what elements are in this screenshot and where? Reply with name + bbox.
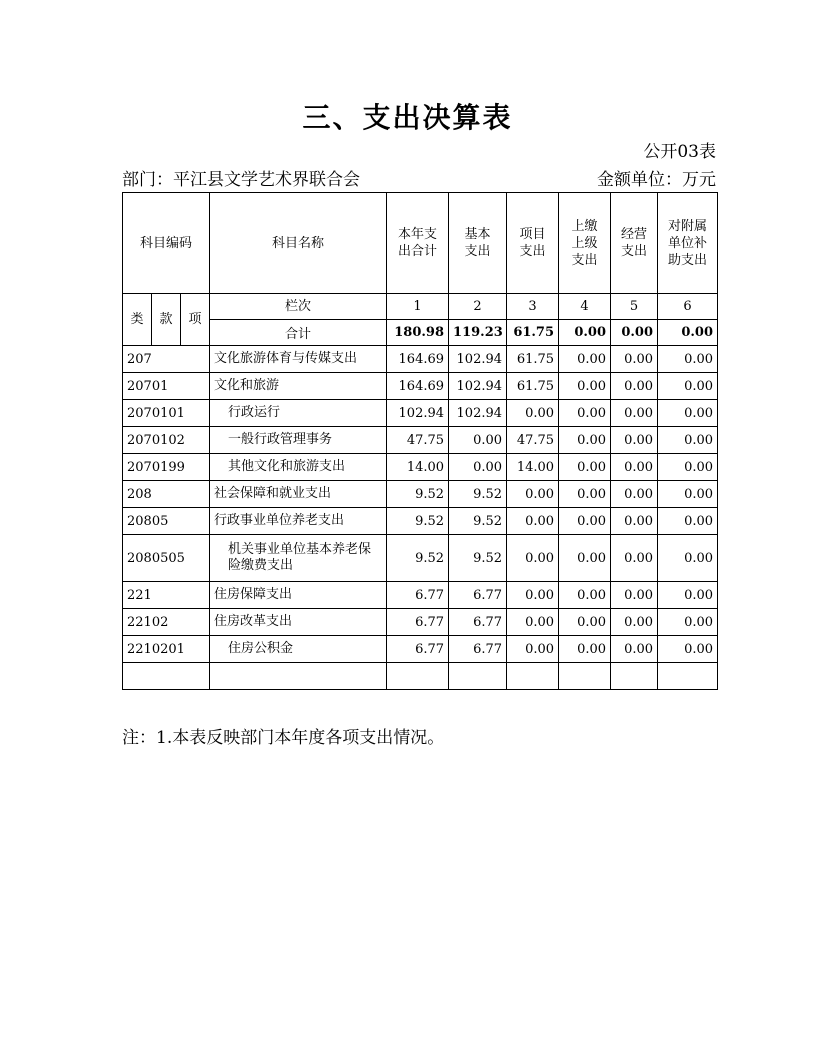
footnote: 注：1.本表反映部门本年度各项支出情况。 [122, 728, 445, 748]
row-col6: 0.00 [658, 481, 718, 508]
table-row [123, 346, 718, 373]
row-col1: 47.75 [387, 427, 449, 454]
table-row [123, 481, 718, 508]
row-col2: 102.94 [449, 400, 507, 427]
header-col5: 经营支出 [611, 193, 658, 294]
table-row [123, 427, 718, 454]
row-code: 2210201 [123, 636, 210, 663]
empty-cell [658, 663, 718, 690]
row-code: 208 [123, 481, 210, 508]
header-col3: 项目支出 [507, 193, 559, 294]
table-body [123, 346, 718, 690]
row-name: 行政事业单位养老支出 [210, 508, 387, 535]
row-col3: 0.00 [507, 609, 559, 636]
table-row [123, 508, 718, 535]
row-col6: 0.00 [658, 427, 718, 454]
row-col4: 0.00 [559, 609, 611, 636]
row-col5: 0.00 [611, 582, 658, 609]
row-col4: 0.00 [559, 582, 611, 609]
row-col3: 47.75 [507, 427, 559, 454]
row-name: 一般行政管理事务 [210, 427, 387, 454]
header-name: 科目名称 [210, 193, 387, 294]
empty-cell [559, 663, 611, 690]
total-col4: 0.00 [559, 320, 611, 346]
empty-cell [210, 663, 387, 690]
row-col3: 0.00 [507, 535, 559, 582]
row-name: 文化旅游体育与传媒支出 [210, 346, 387, 373]
total-col5: 0.00 [611, 320, 658, 346]
row-col5: 0.00 [611, 346, 658, 373]
row-col4: 0.00 [559, 535, 611, 582]
row-col6: 0.00 [658, 454, 718, 481]
row-col2: 6.77 [449, 582, 507, 609]
row-col2: 9.52 [449, 535, 507, 582]
total-col6: 0.00 [658, 320, 718, 346]
row-code: 2080505 [123, 535, 210, 582]
row-col1: 6.77 [387, 609, 449, 636]
row-col4: 0.00 [559, 508, 611, 535]
empty-cell [123, 663, 210, 690]
row-col4: 0.00 [559, 636, 611, 663]
row-col1: 9.52 [387, 481, 449, 508]
row-code: 2070101 [123, 400, 210, 427]
empty-row [123, 663, 718, 690]
row-col6: 0.00 [658, 373, 718, 400]
row-col6: 0.00 [658, 609, 718, 636]
row-col3: 14.00 [507, 454, 559, 481]
row-col3: 61.75 [507, 373, 559, 400]
row-col1: 164.69 [387, 346, 449, 373]
row-name: 住房改革支出 [210, 609, 387, 636]
row-code: 2070102 [123, 427, 210, 454]
row-col2: 9.52 [449, 508, 507, 535]
row-col3: 0.00 [507, 636, 559, 663]
row-code: 207 [123, 346, 210, 373]
row-col3: 0.00 [507, 582, 559, 609]
col-index-3: 3 [507, 294, 559, 320]
total-label: 合计 [210, 320, 387, 346]
row-col6: 0.00 [658, 636, 718, 663]
table-row [123, 636, 718, 663]
row-col4: 0.00 [559, 427, 611, 454]
table-row [123, 454, 718, 481]
row-col2: 0.00 [449, 454, 507, 481]
row-code: 221 [123, 582, 210, 609]
row-col4: 0.00 [559, 373, 611, 400]
row-col5: 0.00 [611, 427, 658, 454]
col-index-5: 5 [611, 294, 658, 320]
row-col2: 102.94 [449, 373, 507, 400]
table-row [123, 582, 718, 609]
row-col4: 0.00 [559, 346, 611, 373]
row-name: 其他文化和旅游支出 [210, 454, 387, 481]
header-col6: 对附属单位补助支出 [658, 193, 718, 294]
row-col5: 0.00 [611, 481, 658, 508]
header-lei: 类 [123, 294, 152, 346]
empty-cell [449, 663, 507, 690]
form-number: 公开03表 [643, 142, 716, 162]
unit-label: 金额单位：万元 [597, 170, 716, 190]
row-col1: 6.77 [387, 582, 449, 609]
row-name: 行政运行 [210, 400, 387, 427]
row-col1: 102.94 [387, 400, 449, 427]
header-lanci: 栏次 [210, 294, 387, 320]
total-col1: 180.98 [387, 320, 449, 346]
row-col6: 0.00 [658, 582, 718, 609]
total-row [123, 320, 718, 346]
row-col4: 0.00 [559, 481, 611, 508]
total-col3: 61.75 [507, 320, 559, 346]
col-index-4: 4 [559, 294, 611, 320]
table-row [123, 535, 718, 582]
header-col2: 基本支出 [449, 193, 507, 294]
header-col4: 上缴上级支出 [559, 193, 611, 294]
header-col1: 本年支出合计 [387, 193, 449, 294]
row-col2: 6.77 [449, 636, 507, 663]
row-col4: 0.00 [559, 454, 611, 481]
empty-cell [387, 663, 449, 690]
row-name: 住房公积金 [210, 636, 387, 663]
row-col5: 0.00 [611, 609, 658, 636]
row-code: 2070199 [123, 454, 210, 481]
row-code: 22102 [123, 609, 210, 636]
header-xiang: 项 [181, 294, 210, 346]
row-name: 机关事业单位基本养老保险缴费支出 [210, 535, 387, 582]
table-row [123, 609, 718, 636]
total-col2: 119.23 [449, 320, 507, 346]
row-col2: 0.00 [449, 427, 507, 454]
row-code: 20805 [123, 508, 210, 535]
col-index-1: 1 [387, 294, 449, 320]
row-col3: 0.00 [507, 508, 559, 535]
row-name: 住房保障支出 [210, 582, 387, 609]
row-col1: 9.52 [387, 508, 449, 535]
row-col2: 9.52 [449, 481, 507, 508]
row-col1: 9.52 [387, 535, 449, 582]
row-col3: 0.00 [507, 400, 559, 427]
col-index-2: 2 [449, 294, 507, 320]
empty-cell [507, 663, 559, 690]
row-col5: 0.00 [611, 508, 658, 535]
table-row [123, 373, 718, 400]
col-index-6: 6 [658, 294, 718, 320]
row-col6: 0.00 [658, 508, 718, 535]
department-label: 部门：平江县文学艺术界联合会 [122, 170, 360, 190]
row-col5: 0.00 [611, 400, 658, 427]
table-row [123, 400, 718, 427]
row-code: 20701 [123, 373, 210, 400]
row-name: 社会保障和就业支出 [210, 481, 387, 508]
row-col5: 0.00 [611, 373, 658, 400]
header-code: 科目编码 [123, 193, 210, 294]
row-col6: 0.00 [658, 346, 718, 373]
expenditure-table [122, 192, 718, 690]
row-col1: 14.00 [387, 454, 449, 481]
row-col5: 0.00 [611, 454, 658, 481]
row-col2: 102.94 [449, 346, 507, 373]
row-col5: 0.00 [611, 535, 658, 582]
table-header [123, 193, 718, 346]
row-col3: 61.75 [507, 346, 559, 373]
row-col6: 0.00 [658, 535, 718, 582]
page-title: 三、支出决算表 [302, 101, 513, 134]
row-col5: 0.00 [611, 636, 658, 663]
row-col3: 0.00 [507, 481, 559, 508]
row-col1: 164.69 [387, 373, 449, 400]
header-kuan: 款 [152, 294, 181, 346]
row-col2: 6.77 [449, 609, 507, 636]
empty-cell [611, 663, 658, 690]
row-col6: 0.00 [658, 400, 718, 427]
row-col1: 6.77 [387, 636, 449, 663]
row-name: 文化和旅游 [210, 373, 387, 400]
row-col4: 0.00 [559, 400, 611, 427]
